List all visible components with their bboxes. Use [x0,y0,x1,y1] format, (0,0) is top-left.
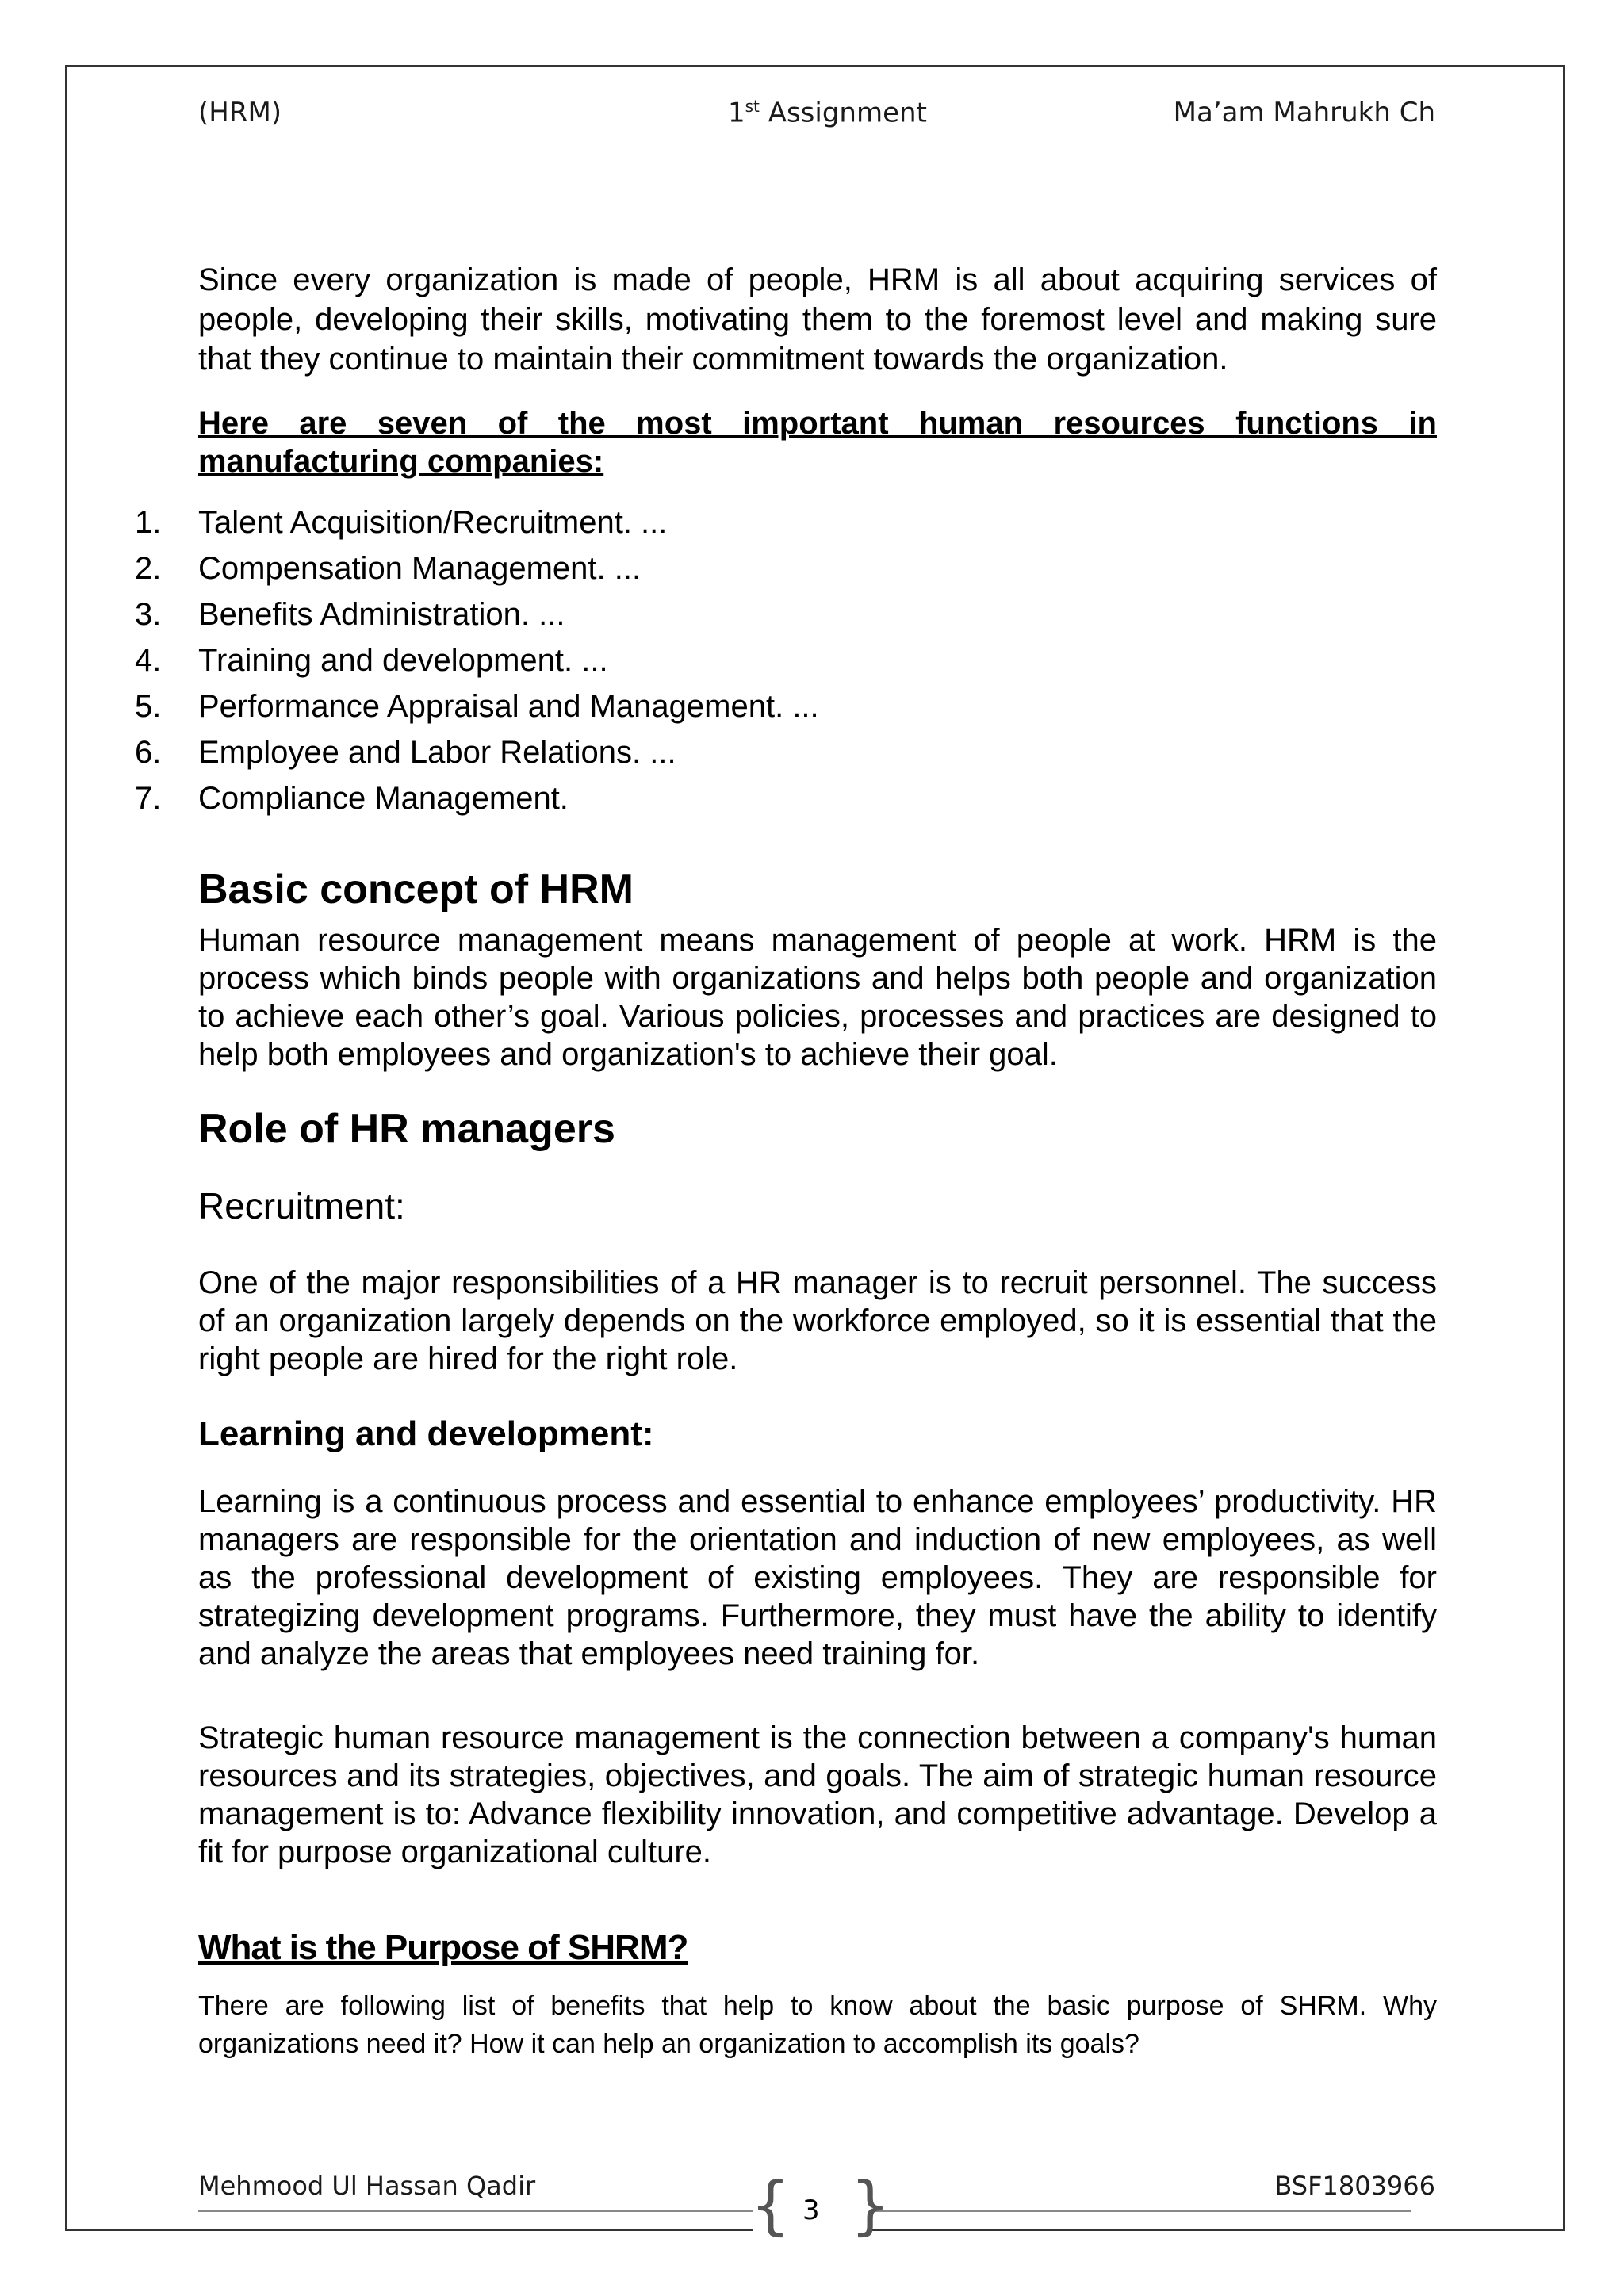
list-item: 1. Talent Acquisition/Recruitment. ... [135,505,668,540]
footer-author: Mehmood Ul Hassan Qadir [198,2171,536,2201]
role-heading: Role of HR managers [198,1106,615,1152]
shrm-heading: What is the Purpose of SHRM? [198,1928,688,1967]
page-number: 3 [802,2195,820,2226]
strategic-paragraph: Strategic human resource management is the connection between a company's human resources and its strategies, objectives, and goals. The aim of strategic human resource management is to: Advance flexibility innovation, and competitive advantage. Develop a fit for purpose organizational culture. [198,1720,1437,1869]
shrm-paragraph: There are following list of benefits that help to know about the basic purpose of SHRM. Why organizations need it? How it can help an organization to accomplish its goals? [198,1991,1437,2059]
footer-id: BSF1803966 [1274,2171,1435,2201]
functions-list [135,499,819,821]
list-item: 7. Compliance Management. [135,781,569,816]
recruitment-heading: Recruitment: [198,1185,405,1226]
list-item: 5. Performance Appraisal and Management. ... [135,689,819,724]
list-item: 4. Training and development. ... [135,643,608,678]
list-item: 3. Benefits Administration. ... [135,597,565,632]
basic-concept-heading: Basic concept of HRM [198,867,634,913]
recruitment-paragraph: One of the major responsibilities of a HR manager is to recruit personnel. The success of an organization largely depends on the workforce employed, so it is essential that the right people are hired for the right role. [198,1265,1437,1376]
learning-paragraph: Learning is a continuous process and essential to enhance employees’ productivity. HR managers are responsible for the orientation and induction of new employees, as well as the professional development of existing employees. They are responsible for strategizing development programs. Furthermore, they must have the ability to identify and analyze the areas that employees need training for. [198,1484,1437,1671]
header-assignment: 1st Assignment [728,97,927,129]
header-instructor: Ma’am Mahrukh Ch [1173,97,1435,128]
left-brace-icon: { [750,2168,791,2242]
right-brace-icon: } [850,2168,891,2242]
intro-paragraph: Since every organization is made of people, HRM is all about acquiring services of people, developing their skills, motivating them to the foremost level and making sure that they continue to maintain their commitment towards the organization. [198,262,1437,377]
learning-heading: Learning and development: [198,1414,654,1453]
header-course: (HRM) [198,97,282,128]
list-item: 2. Compensation Management. ... [135,551,642,586]
functions-heading: Here are seven of the most important human resources functions in manufacturing companies: [198,406,1437,479]
list-item: 6. Employee and Labor Relations. ... [135,735,676,770]
basic-concept-paragraph: Human resource management means management of people at work. HRM is the process which binds people with organizations and helps both people and organization to achieve each other’s goal. Various policies, processes and practices are designed to help both employees and organization's to achieve their goal. [198,923,1437,1072]
